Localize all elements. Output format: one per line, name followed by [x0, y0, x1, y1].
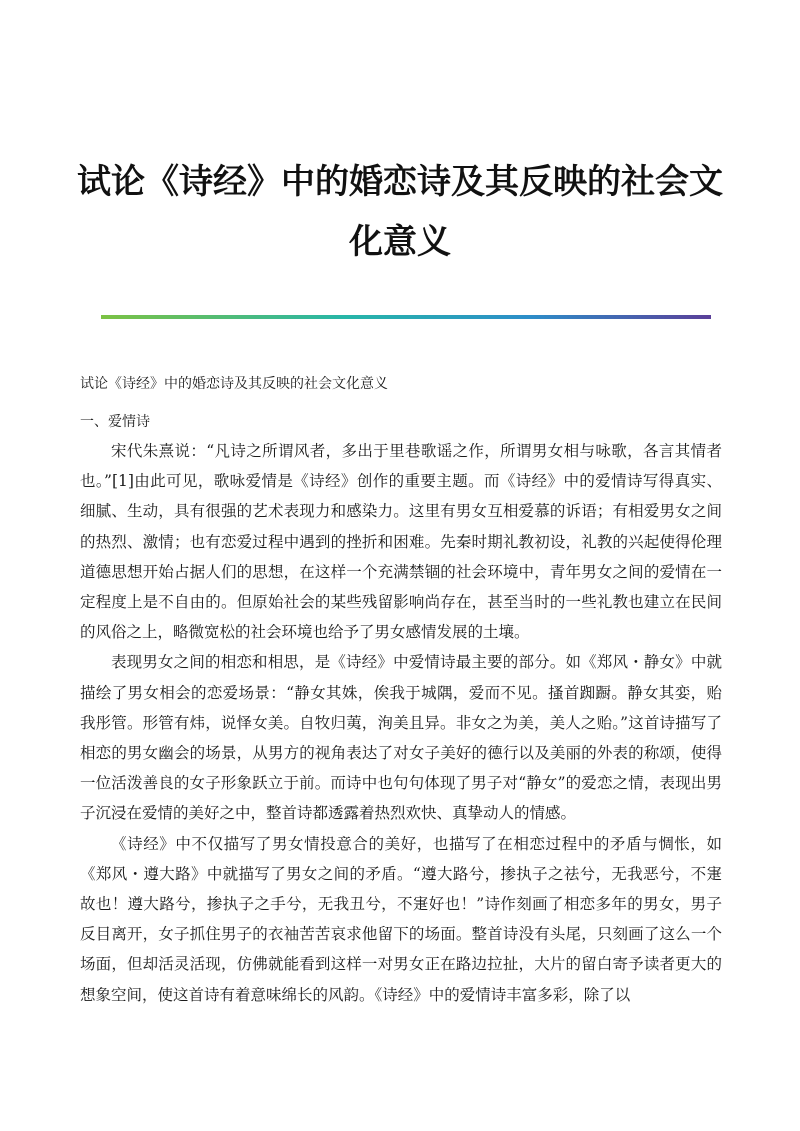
document-subtitle: 试论《诗经》中的婚恋诗及其反映的社会文化意义 [80, 376, 388, 392]
paragraph: 表现男女之间的相恋和相思，是《诗经》中爱情诗最主要的部分。如《郑风・静女》中就描绘了男女相会的恋爱场景：“静女其姝，俟我于城隅，爱而不见。搔首踟蹰。静女其娈，贻我彤管。形管有炜，说怿女美。自牧归荑，洵美且异。非女之为美，美人之贻。”这首诗描写了相恋的男女幽会的场景，从男方的视角表达了对女子美好的德行以及美丽的外表的称颂，使得一位活泼善良的女子形象跃立于前。而诗中也句句体现了男子对“静女”的爱恋之情，表现出男子沉浸在爱情的美好之中，整首诗都透露着热烈欢快、真挚动人的情感。 [80, 653, 722, 823]
paragraph: 宋代朱熹说：“凡诗之所谓风者，多出于里巷歌谣之作，所谓男女相与咏歌，各言其情者也。”[1]由此可见，歌咏爱情是《诗经》创作的重要主题。而《诗经》中的爱情诗写得真实、细腻、生动，具有很强的艺术表现力和感染力。这里有男女互相爱慕的诉语；有相爱男女之间的热烈、激情；也有恋爱过程中遇到的挫折和困难。先秦时期礼教初设，礼教的兴起使得伦理道德思想开始占据人们的思想，在这样一个充满禁锢的社会环境中，青年男女之间的爱情在一定程度上是不自由的。但原始社会的某些残留影响尚存在，甚至当时的一些礼教也建立在民间的风俗之上，略微宽松的社会环境也给予了男女感情发展的土壤。 [80, 442, 722, 642]
paragraph: 《诗经》中不仅描写了男女情投意合的美好，也描写了在相恋过程中的矛盾与惆怅，如《郑风・遵大路》中就描写了男女之间的矛盾。“遵大路兮，掺执子之祛兮，无我恶兮，不寁故也！遵大路兮，掺执子之手兮，无我丑兮，不寁好也！”诗作刻画了相恋多年的男女，男子反目离开，女子抓住男子的衣袖苦苦哀求他留下的场面。整首诗没有头尾，只刻画了这么一个场面，但却活灵活现，仿佛就能看到这样一对男女正在路边拉扯，大片的留白寄予读者更大的想象空间，使这首诗有着意味绵长的风韵。《诗经》中的爱情诗丰富多彩，除了以 [80, 834, 722, 1004]
title-line-2: 化意义 [349, 222, 451, 262]
title-line-1: 试论《诗经》中的婚恋诗及其反映的社会文 [77, 162, 723, 202]
body-text [80, 436, 722, 1010]
title-divider [101, 315, 711, 319]
section-heading: 一、爱情诗 [80, 414, 150, 430]
document-title [60, 152, 740, 272]
